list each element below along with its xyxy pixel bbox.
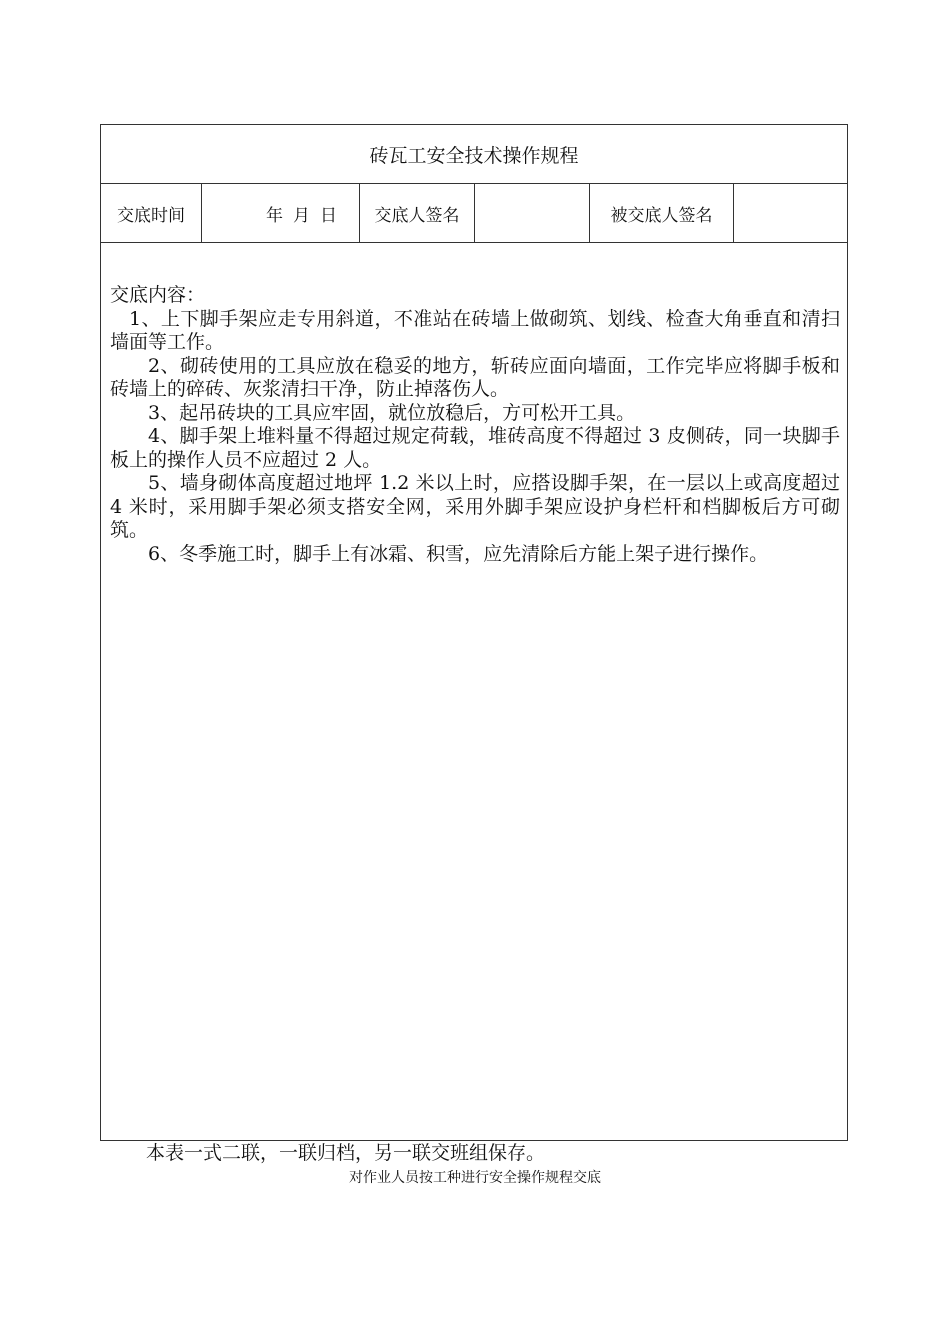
- giver-signature-field[interactable]: [475, 184, 590, 242]
- rule-item-3: 3、起吊砖块的工具应牢固，就位放稳后，方可松开工具。: [148, 401, 636, 424]
- rule-item-1: 1、上下脚手架应走专用斜道，不准站在砖墙上做砌筑、划线、检查大角垂直和清扫墙面等工作。: [110, 307, 840, 353]
- rule-item-4: 4、脚手架上堆料量不得超过规定荷载，堆砖高度不得超过 3 皮侧砖，同一块脚手板上的操作人员不应超过 2 人。: [110, 425, 840, 471]
- rule-item-6: 6、冬季施工时，脚手上有冰霜、积雪，应先清除后方能上架子进行操作。: [148, 542, 769, 565]
- briefing-time-label: 交底时间: [101, 184, 202, 242]
- rule-item-2: 2、砌砖使用的工具应放在稳妥的地方，斩砖应面向墙面，工作完毕应将脚手板和砖墙上的碎砖、灰浆清扫干净，防止掉落伤人。: [110, 354, 840, 400]
- form-title: 砖瓦工安全技术操作规程: [101, 125, 847, 184]
- safety-briefing-form: [100, 124, 848, 1141]
- form-footnote: 本表一式二联，一联归档，另一联交班组保存。: [146, 1142, 546, 1164]
- date-year-label: 年: [266, 205, 283, 226]
- receiver-signature-field[interactable]: [734, 184, 847, 242]
- content-heading: 交底内容：: [110, 284, 206, 306]
- info-row: [101, 184, 847, 243]
- receiver-signature-label: 被交底人签名: [590, 184, 734, 242]
- date-day-label: 日: [320, 205, 337, 226]
- briefing-content: [110, 284, 840, 566]
- giver-signature-label: 交底人签名: [360, 184, 475, 242]
- rule-item-5: 5、墙身砌体高度超过地坪 1.2 米以上时，应搭设脚手架，在一层以上或高度超过 4 米时，采用脚手架必须支搭安全网，采用外脚手架应设护身栏杆和档脚板后方可砌筑。: [110, 472, 840, 541]
- document-caption: 对作业人员按工种进行安全操作规程交底: [349, 1170, 601, 1186]
- briefing-date-field[interactable]: [202, 184, 360, 242]
- date-month-label: 月: [293, 205, 310, 226]
